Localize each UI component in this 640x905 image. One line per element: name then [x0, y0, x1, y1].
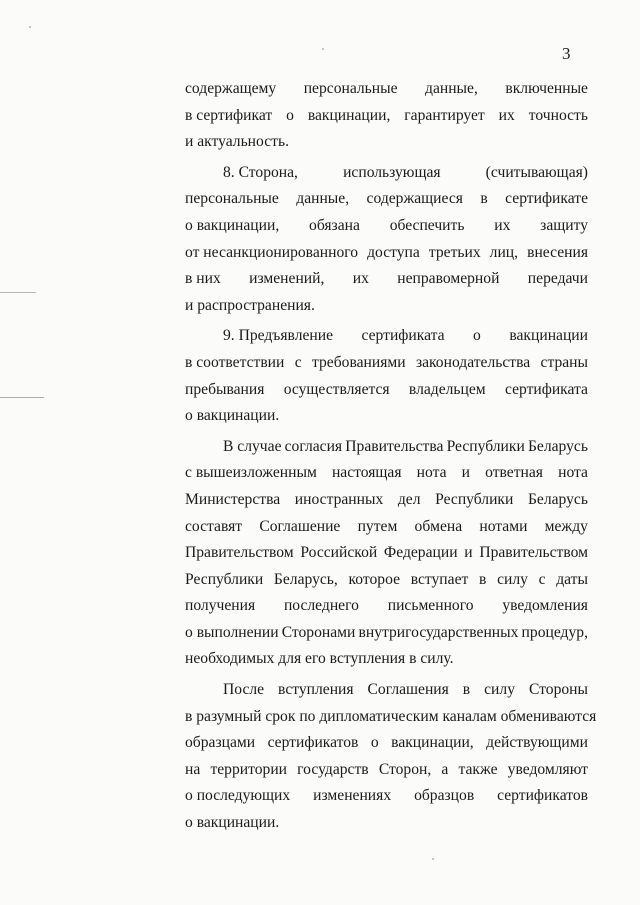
word: Сторон,: [378, 760, 432, 778]
word: внутригосударственных: [358, 623, 519, 641]
word: которое: [348, 570, 401, 588]
word: в: [462, 681, 471, 699]
word: с: [538, 570, 546, 588]
word: о вакцинации.: [185, 407, 280, 425]
word: Соглашения: [367, 681, 449, 699]
word: сертификата: [504, 380, 588, 398]
text-line: [185, 407, 588, 434]
word: о: [286, 106, 294, 124]
word: 8. Сторона,: [223, 163, 298, 181]
word: получения: [185, 597, 256, 615]
text-line: [185, 650, 588, 677]
word: Беларусь,: [273, 570, 338, 588]
word: вакцинации: [509, 327, 588, 345]
word: Федерации: [383, 544, 458, 562]
text-line: [185, 814, 588, 841]
word: настоящая: [331, 464, 402, 482]
word: Республики: [435, 490, 514, 508]
word: о вакцинации.: [185, 814, 280, 832]
word: и актуальность.: [185, 133, 289, 151]
page-number: 3: [562, 44, 571, 63]
word: их: [494, 216, 511, 234]
word: последнего: [283, 597, 359, 615]
word: также: [458, 760, 498, 778]
word: Беларусь: [527, 437, 588, 455]
word: Правительства: [345, 437, 444, 455]
word: неправомерной: [397, 270, 500, 288]
word: нотами: [479, 517, 528, 535]
word: передачи: [527, 270, 588, 288]
word: страны: [540, 353, 588, 371]
text-line: [185, 133, 588, 160]
word: персональные: [185, 190, 279, 208]
word: ответная: [485, 464, 543, 482]
word: необходимых для его вступления в силу.: [185, 650, 454, 668]
word: с: [294, 353, 302, 371]
text-line: [185, 244, 588, 271]
text-line: [185, 624, 588, 651]
text-line: [185, 491, 588, 518]
word: После: [223, 681, 265, 699]
word: законодательства: [415, 353, 531, 371]
word: в соответствии: [185, 353, 285, 371]
text-line: [185, 354, 588, 381]
word: обязана: [309, 216, 360, 234]
word: уведомления: [502, 597, 588, 615]
word: вступления: [278, 681, 354, 699]
scan-speck: [29, 26, 31, 28]
word: персональные: [303, 80, 398, 97]
word: Правительством: [185, 544, 294, 562]
word: Республики: [185, 570, 264, 588]
word: в разумный срок по дипломатическим каналам обмениваются: [185, 707, 597, 725]
word: вакцинации,: [307, 106, 391, 124]
word: защиту: [540, 216, 588, 234]
word: о выполнении: [185, 623, 279, 641]
word: между: [544, 517, 588, 535]
word: государств: [297, 760, 369, 778]
text-line: [185, 544, 588, 571]
text-line: [185, 190, 588, 217]
text-line: [185, 438, 588, 465]
word: сертификате: [505, 190, 588, 208]
word: использующая: [343, 163, 441, 181]
word: Республики: [446, 437, 525, 455]
word: вступает: [410, 570, 469, 588]
text-line: [185, 327, 588, 354]
word: изменений,: [249, 270, 325, 288]
word: содержащему: [185, 80, 277, 97]
word: обмена: [414, 517, 463, 535]
body-text: [185, 80, 597, 841]
text-line: [185, 707, 597, 735]
word: Министерства: [185, 490, 281, 508]
text-line: [185, 571, 588, 598]
word: точность: [528, 106, 588, 124]
word: территории: [210, 760, 288, 778]
word: сертификата: [361, 327, 445, 345]
text-line: [185, 270, 588, 297]
word: пребывания: [185, 380, 265, 398]
scan-artifact-line: [0, 397, 44, 398]
word: силу: [484, 681, 515, 699]
word: 9. Предъявление: [223, 327, 334, 345]
text-line: [185, 518, 588, 545]
word: Соглашение: [259, 517, 341, 535]
word: и распространения.: [185, 296, 315, 314]
word: о последующих: [185, 787, 291, 805]
word: дел: [397, 490, 421, 508]
word: и: [461, 464, 470, 482]
word: сертификатов: [267, 734, 359, 752]
word: и: [464, 544, 473, 562]
word: их: [352, 270, 369, 288]
word: с вышеизложенным: [185, 464, 317, 482]
word: о: [473, 327, 481, 345]
word: образцов: [414, 787, 475, 805]
scan-speck: [322, 48, 324, 50]
word: Правительством: [479, 544, 588, 562]
word: письменного: [387, 597, 474, 615]
word: доступа: [367, 243, 420, 261]
text-line: [185, 681, 588, 708]
word: в: [479, 570, 487, 588]
word: требованиями: [311, 353, 406, 371]
text-line: [185, 734, 588, 761]
word: Российской: [300, 544, 378, 562]
word: в: [480, 190, 488, 208]
text-line: [185, 164, 588, 191]
word: иностранных: [294, 490, 384, 508]
word: даты: [556, 570, 588, 588]
text-line: [185, 80, 588, 107]
word: о вакцинации,: [185, 216, 280, 234]
word: внесения: [527, 243, 588, 261]
text-line: [185, 464, 588, 491]
word: Стороны: [528, 681, 588, 699]
word: образцами: [185, 734, 256, 752]
word: в сертификат: [185, 106, 273, 124]
scan-speck: [432, 858, 434, 860]
word: действующими: [486, 734, 588, 752]
word: нота: [558, 464, 588, 482]
word: в них: [185, 270, 221, 288]
text-line: [185, 597, 588, 624]
text-line: [185, 787, 588, 814]
word: изменениях: [313, 787, 392, 805]
text-line: [185, 381, 588, 408]
word: от несанкционированного: [185, 243, 359, 261]
word: силу: [497, 570, 528, 588]
word: путем: [357, 517, 398, 535]
word: уведомляют: [507, 760, 588, 778]
word: лиц,: [489, 243, 519, 261]
word: а: [441, 760, 449, 778]
word: данные,: [425, 80, 478, 97]
word: составят: [185, 517, 243, 535]
text-line: [185, 761, 588, 788]
scan-artifact-line: [0, 292, 36, 293]
word: Беларусь: [527, 490, 588, 508]
text-line: [185, 217, 588, 244]
word: (считывающая): [485, 163, 588, 181]
word: нота: [416, 464, 447, 482]
text-line: [185, 107, 588, 134]
word: на: [185, 760, 201, 778]
word: владельцем: [408, 380, 486, 398]
word: сертификатов: [497, 787, 588, 805]
word: осуществляется: [283, 380, 390, 398]
word: согласия: [284, 437, 343, 455]
word: Сторонами: [281, 623, 356, 641]
word: содержащиеся: [366, 190, 463, 208]
text-line: [185, 297, 588, 324]
word: обеспечить: [389, 216, 465, 234]
word: В случае: [223, 437, 282, 455]
word: процедур,: [521, 623, 588, 641]
word: третьих: [428, 243, 481, 261]
word: их: [498, 106, 515, 124]
word: включенные: [505, 80, 588, 97]
word: вакцинации,: [391, 734, 474, 752]
word: гарантирует: [404, 106, 485, 124]
word: данные,: [296, 190, 350, 208]
word: о: [370, 734, 379, 752]
